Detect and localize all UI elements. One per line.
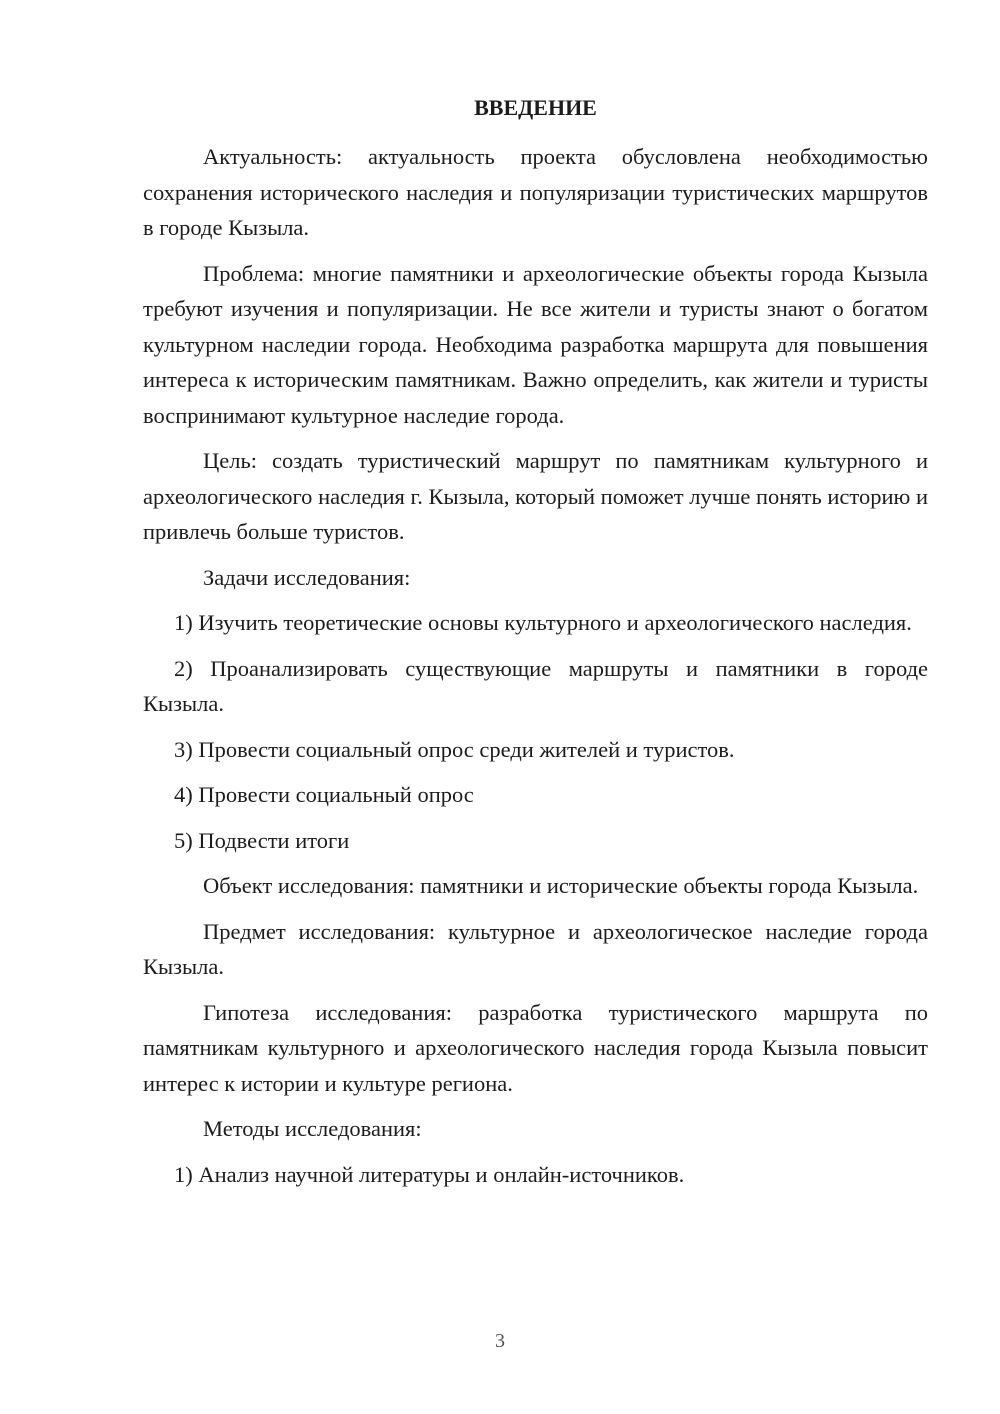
object-paragraph: Объект исследования: памятники и исторические объекты города Кызыла. <box>203 873 919 898</box>
task-item-1: 1) Изучить теоретические основы культурного и археологического наследия. <box>174 610 912 635</box>
page-number: 3 <box>495 1330 505 1352</box>
hypothesis-paragraph: Гипотеза исследования: разработка туристического маршрута по памятникам культурного и археологического наследия города Кызыла повысит интерес к истории и культуре региона. <box>143 999 928 1096</box>
problem-paragraph: Проблема: многие памятники и археологические объекты города Кызыла требуют изучения и популяризации. Не все жители и туристы знают о богатом культурном наследии города. Необходима разработка маршрута для повышения интереса к историческим памятникам. Важно определить, как жители и туристы воспринимают культурное наследие города. <box>143 260 928 428</box>
task-item-4: 4) Провести социальный опрос <box>174 782 474 807</box>
goal-paragraph: Цель: создать туристический маршрут по памятникам культурного и археологического наследия г. Кызыла, который поможет лучше понять историю и привлечь больше туристов. <box>143 448 928 544</box>
method-item-1: 1) Анализ научной литературы и онлайн-источников. <box>174 1161 685 1187</box>
methods-heading: Методы исследования: <box>203 1116 422 1141</box>
task-item-2: 2) Проанализировать существующие маршруты и памятники в городе Кызыла. <box>143 655 928 716</box>
subject-paragraph: Предмет исследования: культурное и археологическое наследие города Кызыла. <box>143 918 928 979</box>
task-item-3: 3) Провести социальный опрос среди жителей и туристов. <box>174 736 735 762</box>
page-body <box>143 90 928 1192</box>
relevance-paragraph: Актуальность: актуальность проекта обусловлена необходимостью сохранения исторического наследия и популяризации туристических маршрутов в городе Кызыла. <box>143 144 928 240</box>
tasks-heading: Задачи исследования: <box>203 564 411 590</box>
task-item-5: 5) Подвести итоги <box>174 827 350 853</box>
section-title: ВВЕДЕНИЕ <box>474 95 597 120</box>
